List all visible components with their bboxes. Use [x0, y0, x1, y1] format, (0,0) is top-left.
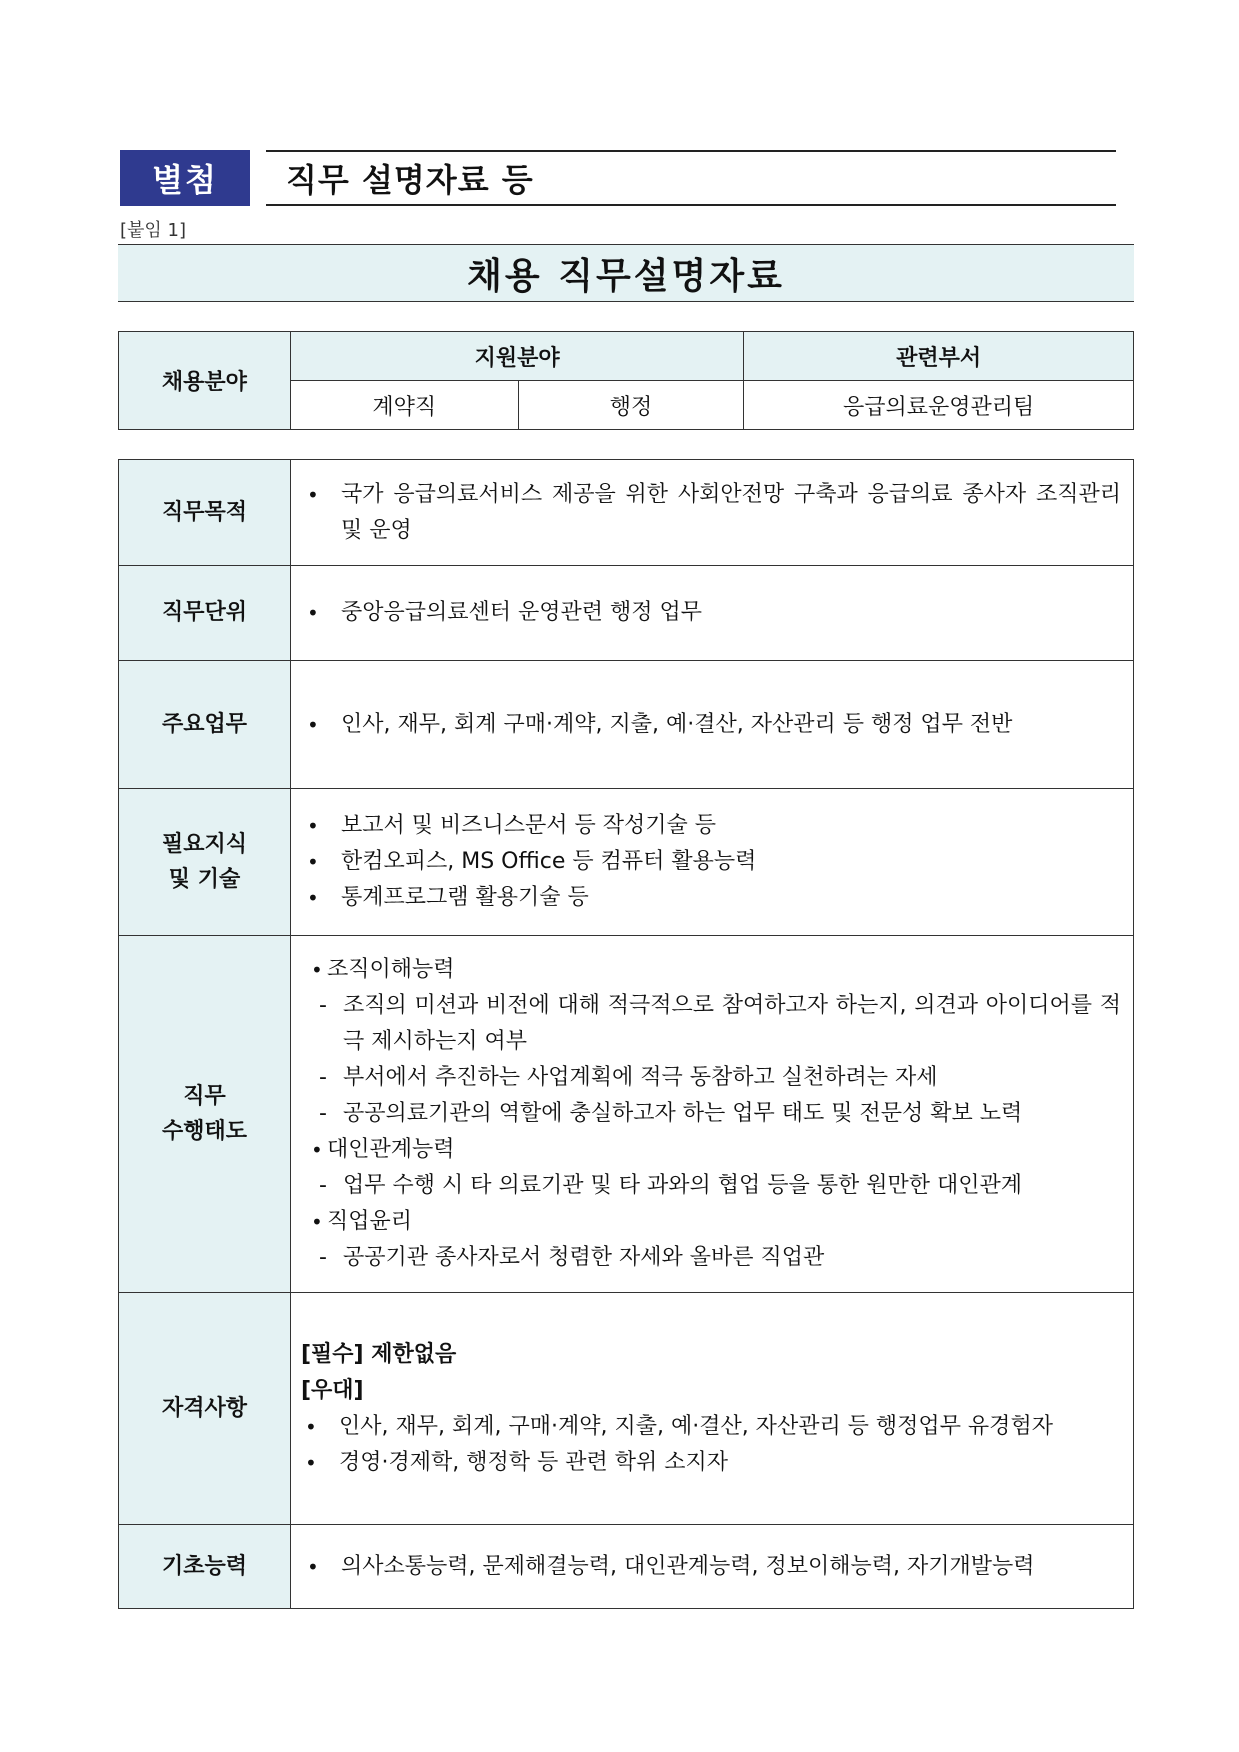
job-description-table: [118, 459, 1134, 1609]
dash: -: [319, 1245, 327, 1270]
sub-item: - 부서에서 추진하는 사업계획에 적극 동참하고 실천하려는 자세: [303, 1060, 1121, 1096]
sub-item: - 공공의료기관의 역할에 충실하고자 하는 업무 태도 및 전문성 확보 노력: [303, 1096, 1121, 1132]
list-item: • 경영·경제학, 행정학 등 관련 학위 소지자: [301, 1445, 1121, 1481]
bullet: •: [307, 482, 319, 507]
unit-content: [291, 566, 1134, 661]
attachment-tag: 별첨: [120, 150, 250, 206]
dash: -: [319, 1101, 327, 1126]
unit-label: 직무단위: [119, 566, 291, 661]
attitude-label: 직무 수행태도: [119, 936, 291, 1293]
basic-ability-label: 기초능력: [119, 1525, 291, 1609]
field-cell: 행정: [518, 381, 744, 430]
required-line: [필수] 제한없음: [301, 1341, 457, 1367]
dash: -: [319, 1173, 327, 1198]
basic-ability-content: [291, 1525, 1134, 1609]
attachment-label: [붙임 1]: [120, 220, 186, 241]
bullet: •: [305, 1450, 317, 1475]
list-item: • 한컴오피스, MS Office 등 컴퓨터 활용능력: [303, 844, 1121, 880]
sub-item: - 업무 수행 시 타 의료기관 및 타 과와의 협업 등을 통한 원만한 대인관계: [303, 1168, 1121, 1204]
qualification-content: [291, 1293, 1134, 1525]
bullet: •: [307, 850, 319, 874]
sub-item: - 공공기관 종사자로서 청렴한 자세와 올바른 직업관: [303, 1240, 1121, 1276]
bullet: •: [307, 1554, 319, 1579]
knowledge-label: 필요지식 및 기술: [119, 789, 291, 936]
banner-title: 채용 직무설명자료: [118, 244, 1134, 302]
bullet: •: [311, 1210, 323, 1234]
list-item: • 인사, 재무, 회계 구매·계약, 지출, 예·결산, 자산관리 등 행정 업무 전반: [303, 707, 1121, 743]
header-title: 직무 설명자료 등: [266, 150, 1116, 206]
group-title: • 조직이해능력: [303, 952, 1121, 988]
attitude-content: [291, 936, 1134, 1293]
document-header: [120, 150, 1116, 208]
knowledge-content: [291, 789, 1134, 936]
duties-label: 주요업무: [119, 661, 291, 789]
sub-item: - 조직의 미션과 비전에 대해 적극적으로 참여하고자 하는지, 의견과 아이디어를 적극 제시하는지 여부: [303, 988, 1121, 1060]
list-item: • 인사, 재무, 회계, 구매·계약, 지출, 예·결산, 자산관리 등 행정업무 유경험자: [301, 1409, 1121, 1445]
list-item: • 의사소통능력, 문제해결능력, 대인관계능력, 정보이해능력, 자기개발능력: [303, 1549, 1121, 1585]
group-title: • 직업윤리: [303, 1204, 1121, 1240]
bullet: •: [307, 886, 319, 910]
support-field-header: 지원분야: [290, 332, 744, 381]
department-cell: 응급의료운영관리팀: [744, 381, 1134, 430]
group-title: • 대인관계능력: [303, 1132, 1121, 1168]
employment-type-cell: 계약직: [290, 381, 518, 430]
preferred-title: [우대]: [301, 1377, 364, 1403]
bullet: •: [307, 814, 319, 838]
list-item: • 보고서 및 비즈니스문서 등 작성기술 등: [303, 808, 1121, 844]
qualification-label: 자격사항: [119, 1293, 291, 1525]
list-item: • 중앙응급의료센터 운영관련 행정 업무: [303, 595, 1121, 631]
recruit-table: [118, 331, 1134, 430]
recruit-row-label: 채용분야: [119, 332, 291, 430]
bullet: •: [307, 712, 319, 737]
department-header: 관련부서: [744, 332, 1134, 381]
purpose-content: [291, 460, 1134, 566]
purpose-label: 직무목적: [119, 460, 291, 566]
bullet: •: [307, 601, 319, 625]
list-item: • 통계프로그램 활용기술 등: [303, 880, 1121, 916]
dash: -: [319, 993, 327, 1018]
bullet: •: [311, 1138, 323, 1162]
bullet: •: [305, 1414, 317, 1439]
list-item: • 국가 응급의료서비스 제공을 위한 사회안전망 구축과 응급의료 종사자 조직관리 및 운영: [303, 477, 1121, 549]
duties-content: [291, 661, 1134, 789]
bullet: •: [311, 958, 323, 982]
dash: -: [319, 1065, 327, 1090]
